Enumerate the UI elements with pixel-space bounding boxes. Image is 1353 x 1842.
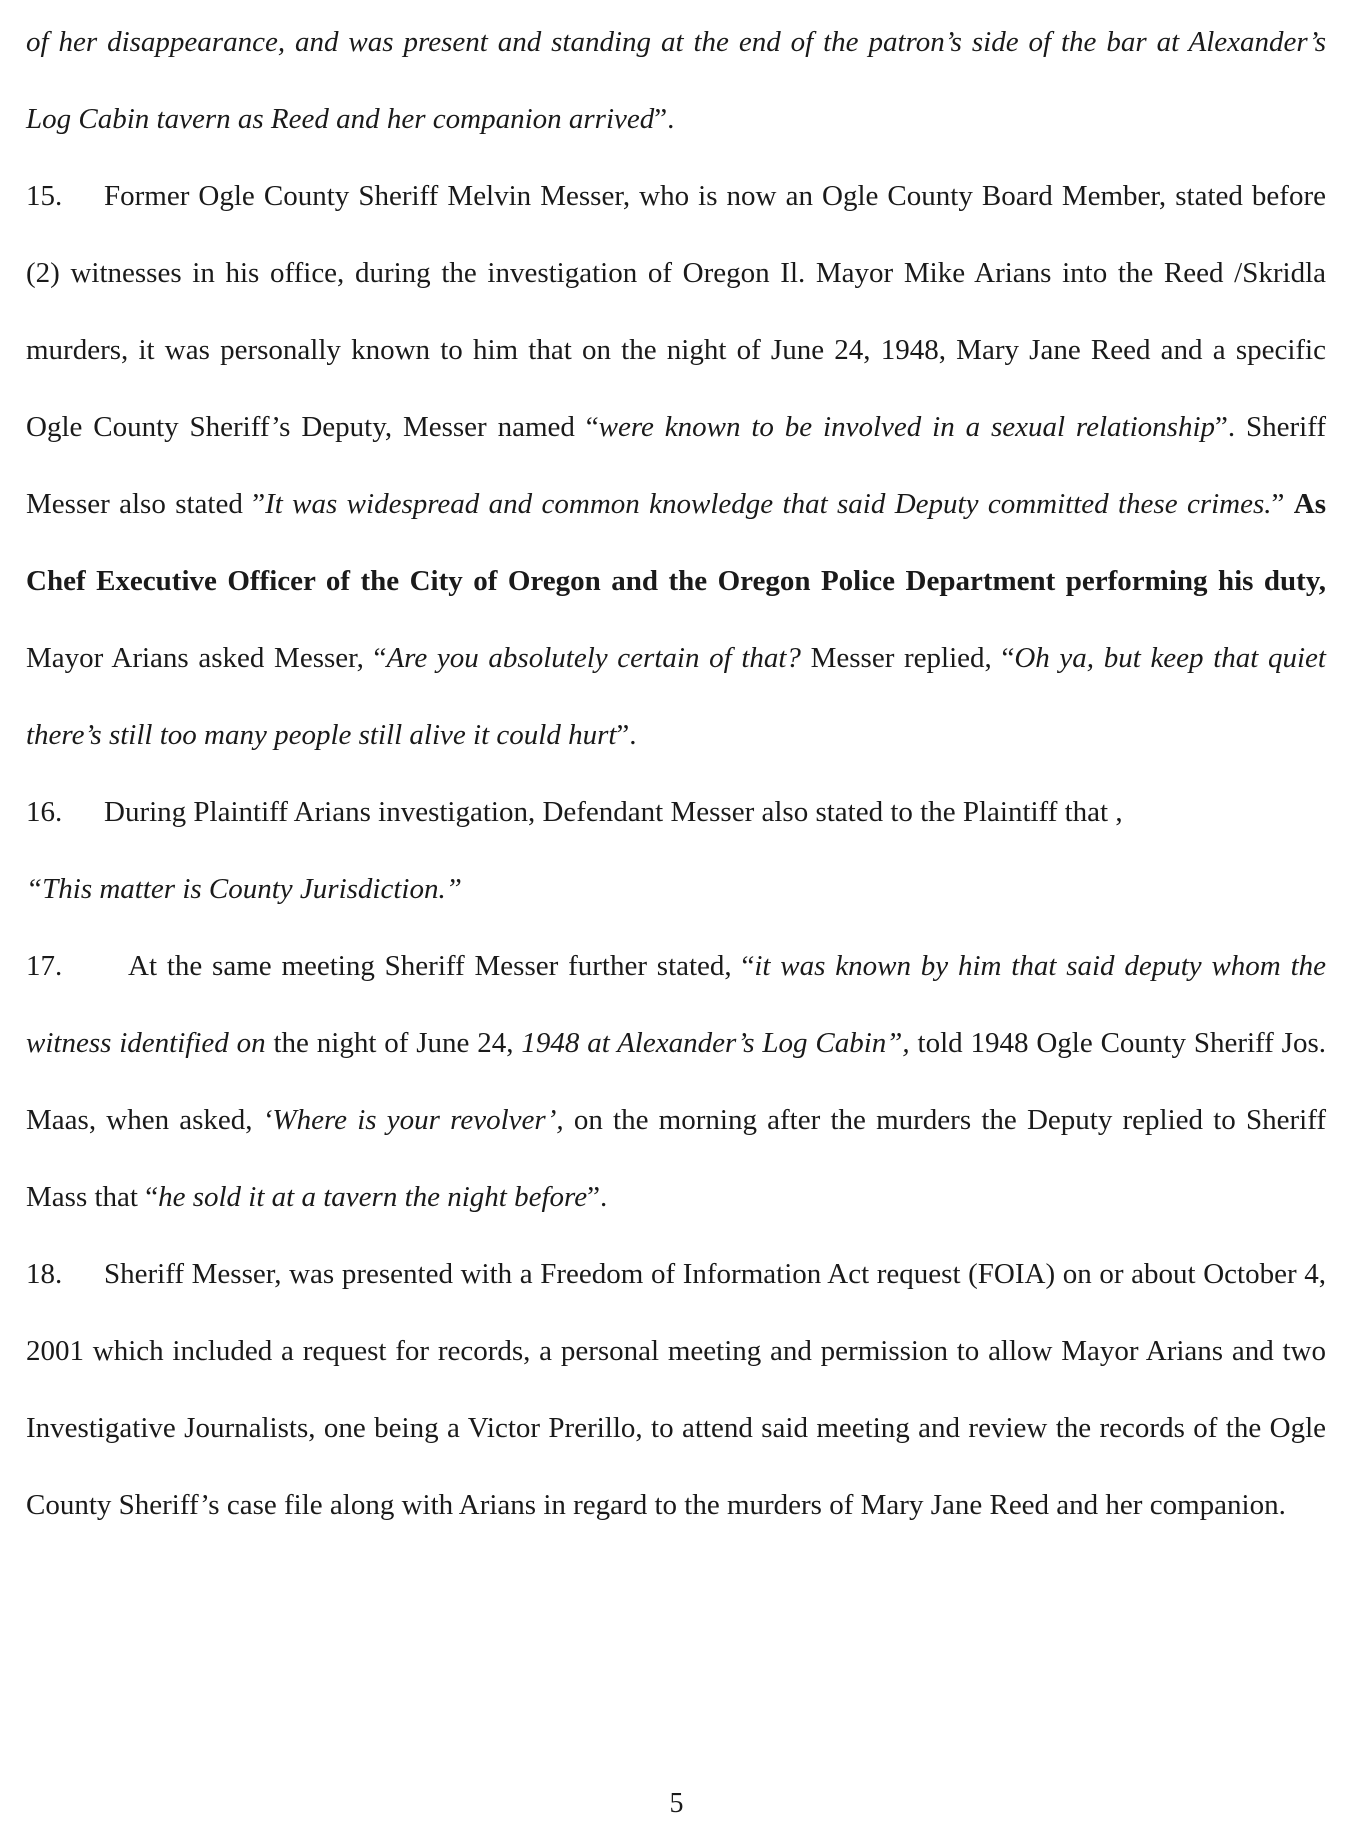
quoted-text: of her disappearance, and was present and standing at the end of the patron’s side of the bar at Alexander’s Log Cabin tavern as Reed and her companion arrived (26, 26, 1326, 135)
paragraph-17 (26, 928, 1326, 1236)
quoted-text: It was widespread and common knowledge that said Deputy committed these crimes. (265, 488, 1272, 520)
paragraph-number: 15. (26, 180, 63, 212)
text: told 1948 Ogle County Sheriff Jos. Maas, when asked, (26, 1027, 1326, 1136)
paragraph-18 (26, 1236, 1326, 1544)
paragraph-16 (26, 774, 1326, 928)
quoted-text: ‘Where is your revolver’, (262, 1104, 564, 1136)
text: ”. (616, 719, 637, 751)
paragraph-number: 17. (26, 950, 63, 982)
text: Messer replied, “ (800, 642, 1015, 674)
paragraph-continuation (26, 4, 1326, 158)
paragraph-number: 16. (26, 796, 63, 828)
quoted-text: Are you absolutely certain of that? (386, 642, 801, 674)
text: Sheriff Messer, was presented with a Freedom of Information Act request (FOIA) on or about October 4, 2001 which included a request for records, a personal meeting and permission to allow Mayor Arians and two Investigative Journalists, one being a Victor Prerillo, to attend said meeting and review the records of the Ogle County Sheriff’s case file along with Arians in regard to the murders of Mary Jane Reed and her companion. (26, 1258, 1326, 1521)
document-body (26, 4, 1326, 1544)
text: ”. (587, 1181, 608, 1213)
quoted-text: were known to be involved in a sexual relationship (598, 411, 1215, 443)
text: Mayor Arians asked Messer, “ (26, 642, 387, 674)
text: ” (1271, 488, 1294, 520)
text: At the same meeting Sheriff Messer further stated, “ (128, 950, 755, 982)
closing-quote: ”. (654, 103, 675, 135)
page-number: 5 (669, 1788, 684, 1819)
quoted-text: Oh ya, but keep that quiet there’s still too many people still alive it could hurt (26, 642, 1326, 751)
quoted-text: “This matter is County Jurisdiction.” (26, 873, 462, 905)
text: ”. Sheriff Messer also stated ” (26, 411, 1326, 520)
quoted-text: he sold it at a tavern the night before (158, 1181, 588, 1213)
text: During Plaintiff Arians investigation, Defendant Messer also stated to the Plaintiff that , (104, 796, 1123, 828)
text: on the morning after the murders the Deputy replied to Sheriff Mass that “ (26, 1104, 1326, 1213)
quoted-text: it was known by him that said deputy whom the witness identified on (26, 950, 1326, 1059)
text: Former Ogle County Sheriff Melvin Messer, who is now an Ogle County Board Member, stated before (2) witnesses in his office, during the investigation of Oregon Il. Mayor Mike Arians into the Reed /Skridla murders, it was personally known to him that on the night of June 24, 1948, Mary Jane Reed and a specific Ogle County Sheriff’s Deputy, Messer named “ (26, 180, 1326, 443)
text: the night of June 24, (265, 1027, 522, 1059)
paragraph-15 (26, 158, 1326, 774)
quoted-text: 1948 at Alexander’s Log Cabin”, (521, 1027, 910, 1059)
paragraph-number: 18. (26, 1258, 63, 1290)
bold-text: As Chef Executive Officer of the City of Oregon and the Oregon Police Department performing his duty, (26, 488, 1327, 597)
